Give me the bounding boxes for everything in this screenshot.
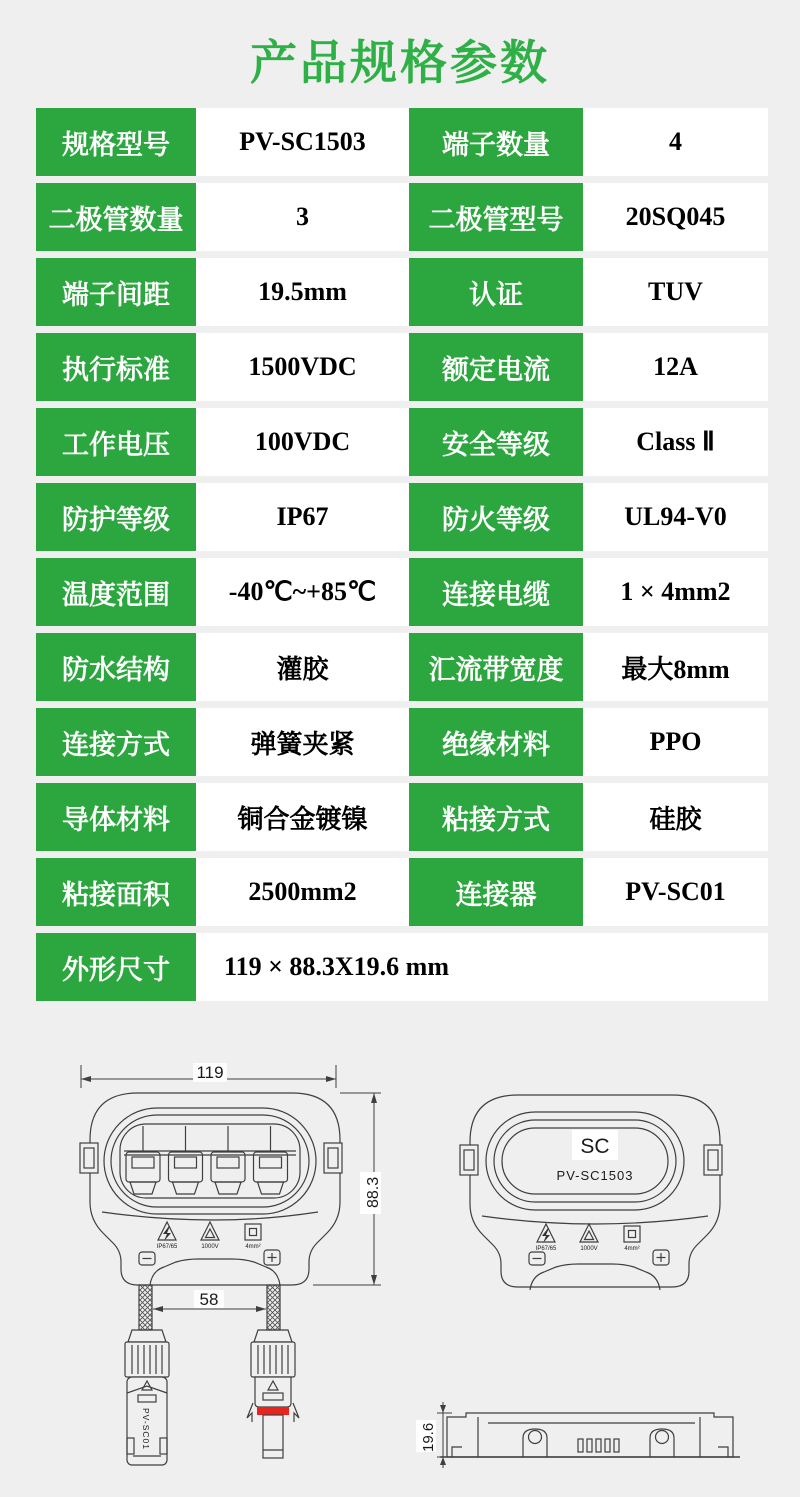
spec-label: 端子数量: [409, 108, 583, 176]
spec-row: [36, 708, 768, 776]
dimension-width: [81, 1063, 336, 1088]
spec-value: 最大8mm: [583, 633, 768, 701]
spec-label: 绝缘材料: [409, 708, 583, 776]
cable-left: [139, 1285, 152, 1330]
spec-label: 认证: [409, 258, 583, 326]
spec-value: 灌胶: [196, 633, 409, 701]
spec-value: IP67: [196, 483, 409, 551]
dim-width-label: 119: [196, 1063, 224, 1082]
front-closed-view-drawing: [460, 1095, 722, 1290]
spec-value: PPO: [583, 708, 768, 776]
spec-value: 4: [583, 108, 768, 176]
spec-label: 端子间距: [36, 258, 196, 326]
spec-value: 3: [196, 183, 409, 251]
technical-drawings: [0, 1040, 800, 1497]
icon-label-voltage: 1000V: [201, 1244, 219, 1250]
spec-value: -40℃~+85℃: [196, 558, 409, 626]
mounting-tab-icon: [324, 1143, 342, 1173]
icon-label-ip: IP67/65: [156, 1244, 178, 1250]
spec-row: [36, 108, 768, 176]
spec-value: PV-SC1503: [196, 108, 409, 176]
spec-label: 二极管型号: [409, 183, 583, 251]
spec-label: 连接电缆: [409, 558, 583, 626]
spec-label: 温度范围: [36, 558, 196, 626]
spec-value: 20SQ045: [583, 183, 768, 251]
spec-label: 额定电流: [409, 333, 583, 401]
spec-value: 2500mm2: [196, 858, 409, 926]
spec-label: 粘接方式: [409, 783, 583, 851]
spec-row: [36, 558, 768, 626]
spec-row: [36, 258, 768, 326]
icon-label-wire: 4mm²: [245, 1244, 261, 1250]
spec-value: 119 × 88.3X19.6 mm: [196, 933, 768, 1001]
icon-label-voltage: 1000V: [580, 1246, 598, 1252]
spec-label: 规格型号: [36, 108, 196, 176]
spec-row: [36, 633, 768, 701]
spec-row-dimensions: [36, 933, 768, 1001]
spec-value: 19.5mm: [196, 258, 409, 326]
spec-value: PV-SC01: [583, 858, 768, 926]
spec-label: 防火等级: [409, 483, 583, 551]
spec-value: 1 × 4mm2: [583, 558, 768, 626]
spec-row: [36, 408, 768, 476]
spec-row: [36, 483, 768, 551]
spec-value: 1500VDC: [196, 333, 409, 401]
spec-label: 执行标准: [36, 333, 196, 401]
icon-label-wire: 4mm²: [624, 1246, 640, 1252]
spec-row: [36, 333, 768, 401]
mc4-connector-female: [125, 1330, 169, 1465]
spec-value: 硅胶: [583, 783, 768, 851]
spec-value: Class Ⅱ: [583, 408, 768, 476]
dimension-cable-gap: [153, 1290, 266, 1312]
spec-value: 弹簧夹紧: [196, 708, 409, 776]
spec-value: 100VDC: [196, 408, 409, 476]
spec-row: [36, 783, 768, 851]
spec-row: [36, 858, 768, 926]
mc4-connector-male: [247, 1330, 299, 1458]
mounting-tab-icon: [80, 1143, 98, 1173]
mounting-tab-icon: [460, 1145, 478, 1175]
spec-row: [36, 183, 768, 251]
spec-label: 二极管数量: [36, 183, 196, 251]
spec-label: 连接器: [409, 858, 583, 926]
spec-label: 防水结构: [36, 633, 196, 701]
front-open-view-drawing: [80, 1093, 342, 1285]
dim-thickness-label: 19.6: [420, 1422, 437, 1452]
dim-height-label: 88.3: [365, 1176, 382, 1208]
spec-label: 汇流带宽度: [409, 633, 583, 701]
spec-table: [36, 108, 768, 1008]
icon-label-ip: IP67/65: [535, 1246, 557, 1252]
connector-model-label: PV-SC01: [141, 1408, 151, 1450]
spec-value: 12A: [583, 333, 768, 401]
side-profile-view-drawing: [440, 1413, 740, 1457]
spec-label: 外形尺寸: [36, 933, 196, 1001]
spec-label: 连接方式: [36, 708, 196, 776]
spec-label: 工作电压: [36, 408, 196, 476]
spec-value: 铜合金镀镍: [196, 783, 409, 851]
dim-cable-gap-label: 58: [199, 1290, 219, 1309]
lid-model-label: PV-SC1503: [556, 1168, 634, 1183]
spec-value: UL94-V0: [583, 483, 768, 551]
spec-label: 粘接面积: [36, 858, 196, 926]
spec-label: 防护等级: [36, 483, 196, 551]
cable-right: [267, 1285, 280, 1330]
page-title: 产品规格参数: [250, 36, 550, 89]
spec-label: 导体材料: [36, 783, 196, 851]
lid-brand-label: SC: [580, 1135, 610, 1158]
mounting-tab-icon: [704, 1145, 722, 1175]
spec-label: 安全等级: [409, 408, 583, 476]
red-band: [257, 1407, 289, 1415]
spec-value: TUV: [583, 258, 768, 326]
